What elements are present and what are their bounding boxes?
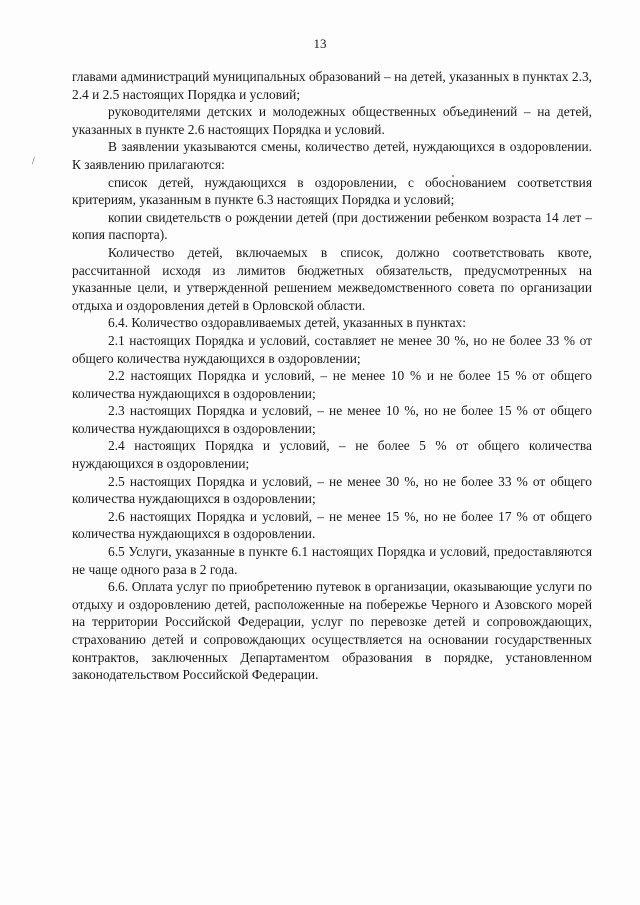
paragraph: 6.4. Количество оздоравливаемых детей, указанных в пунктах: <box>108 315 466 331</box>
paragraph: список детей, нуждающихся в оздоровлении, с обоснованием соответствия критериям, указанным в пункте 6.3 настоящих Порядка и условий; <box>72 174 592 208</box>
paragraph: Количество детей, включаемых в список, должно соответствовать квоте, рассчитанной исходя из лимитов бюджетных обязательств, предусмотренных на указанные цели, и утвержденной решением межведомственного совета по организации отдыха и оздоровления детей в Орловской области. <box>72 244 592 313</box>
paragraph: главами администраций муниципальных образований – на детей, указанных в пунктах 2.3, 2.4 и 2.5 настоящих Порядка и условий; <box>72 69 592 102</box>
paragraph: 6.6. Оплата услуг по приобретению путевок в организации, оказывающие услуги по отдыху и оздоровлению детей, расположенные на побережье Черного и Азовского морей на территории Российской Федерации, услуг по перевозке детей и сопровождающих, страхованию детей и сопровождающих осуществляется на основании государственных контрактов, заключенных Департаментом образования в порядке, установленном законодательством Российской Федерации. <box>72 579 592 683</box>
paragraph: 2.6 настоящих Порядка и условий, – не менее 15 %, но не более 17 % от общего количества нуждающихся в оздоровлении. <box>72 508 592 542</box>
margin-mark: / <box>32 156 35 167</box>
paragraph: копии свидетельств о рождении детей (при достижении ребенком возраста 14 лет – копия паспорта). <box>72 209 592 243</box>
paragraph: 2.3 настоящих Порядка и условий, – не менее 10 %, но не более 15 % от общего количества нуждающихся в оздоровлении; <box>72 403 592 436</box>
paragraph: 2.1 настоящих Порядка и условий, составляет не менее 30 %, но не более 33 % от общего количества нуждающихся в оздоровлении; <box>72 332 592 366</box>
paragraph: 6.5 Услуги, указанные в пункте 6.1 настоящих Порядка и условий, предоставляются не чаще одного раза в 2 года. <box>72 544 592 577</box>
paragraph: 2.5 настоящих Порядка и условий, – не менее 30 %, но не более 33 % от общего количества нуждающихся в оздоровлении; <box>72 473 592 507</box>
document-body <box>72 68 592 684</box>
paragraph: руководителями детских и молодежных общественных объединений – на детей, указанных в пункте 2.6 настоящих Порядка и условий. <box>72 104 592 137</box>
paragraph: 2.4 настоящих Порядка и условий, – не более 5 % от общего количества нуждающихся в оздоровлении; <box>72 438 592 472</box>
paragraph: 2.2 настоящих Порядка и условий, – не менее 10 % и не более 15 % от общего количества нуждающихся в оздоровлении; <box>72 368 592 401</box>
page-number: 13 <box>313 36 327 51</box>
paragraph: В заявлении указываются смены, количество детей, нуждающихся в оздоровлении. К заявлению прилагаются: <box>72 139 592 172</box>
